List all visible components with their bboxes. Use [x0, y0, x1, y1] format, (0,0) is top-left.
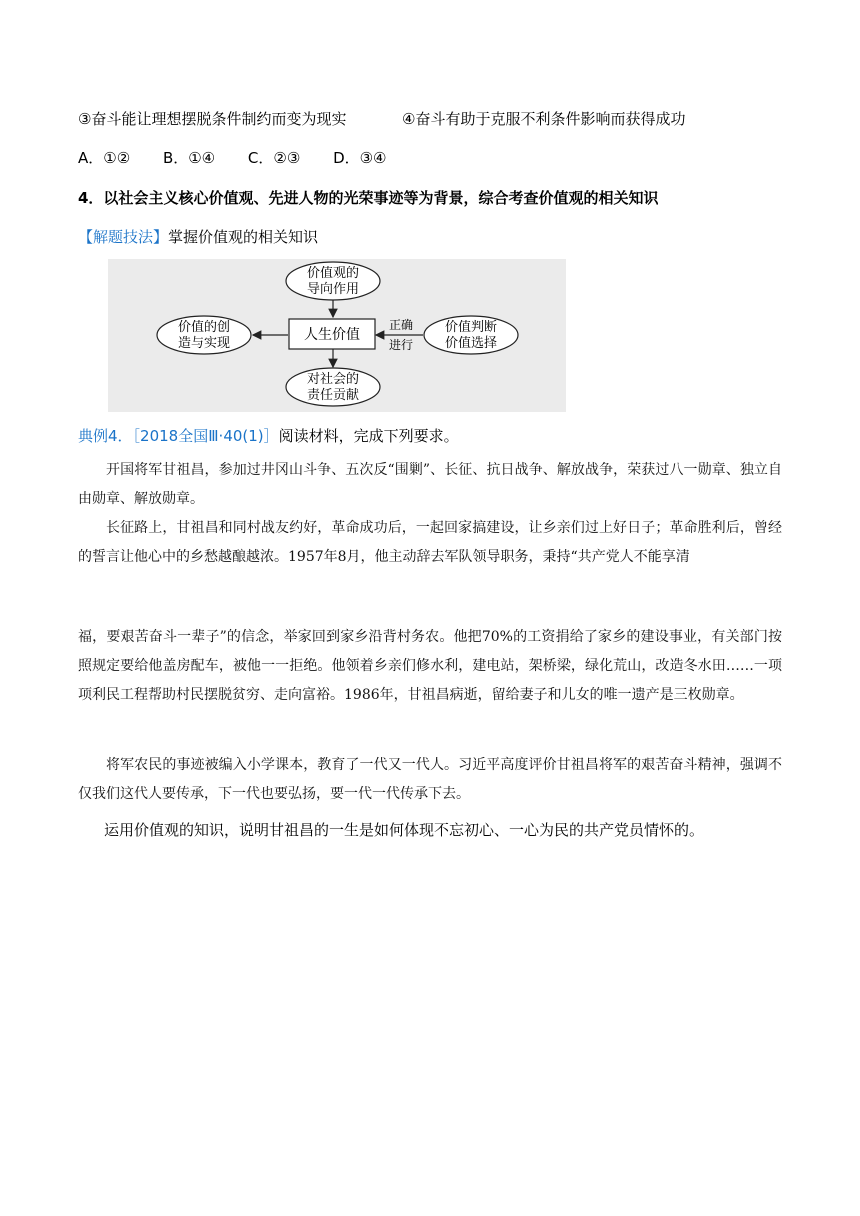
arrow-label-line2: 进行 [388, 338, 414, 352]
value-diagram-svg [108, 259, 566, 412]
technique-text: 掌握价值观的相关知识 [168, 228, 319, 246]
technique-tag: 【解题技法】 [78, 228, 169, 246]
node-center-label: 人生价值 [304, 327, 360, 343]
node-left-line1: 价值的创 [177, 320, 231, 335]
value-diagram [108, 259, 566, 412]
node-top-line2: 导向作用 [306, 282, 360, 297]
node-top-line1: 价值观的 [306, 266, 360, 281]
technique-line [78, 226, 318, 247]
answer-a: A．①② [78, 149, 131, 167]
answer-c: C．②③ [247, 149, 301, 167]
material-paragraph-4: 将军农民的事迹被编入小学课本，教育了一代又一代人。习近平高度评价甘祖昌将军的艰苦奋斗精神，强调不仅我们这代人要传承，下一代也要弘扬，要一代一代传承下去。 [78, 757, 782, 802]
question-text: 运用价值观的知识，说明甘祖昌的一生是如何体现不忘初心、一心为民的共产党员情怀的。 [104, 821, 705, 839]
material-paragraph-2: 长征路上，甘祖昌和同村战友约好，革命成功后，一起回家搞建设，让乡亲们过上好日子；革命胜利后，曾经的誓言让他心中的乡愁越酿越浓。1957年8月，他主动辞去军队领导职务，秉持“共产党人不能享清 [78, 520, 782, 565]
node-right-line2: 价值选择 [444, 336, 498, 351]
answer-choices [78, 147, 387, 168]
arrow-label-line1: 正确 [388, 318, 414, 332]
option-3: ③奋斗能让理想摆脱条件制约而变为现实 [78, 110, 347, 128]
answer-b: B．①④ [162, 149, 216, 167]
example-tag: 典例4．［2018全国Ⅲ·40(1)］ [78, 427, 279, 445]
node-bottom-line2: 责任贡献 [306, 388, 360, 403]
node-right-line1: 价值判断 [444, 320, 498, 335]
option-4: ④奋斗有助于克服不利条件影响而获得成功 [402, 110, 686, 128]
material-paragraph-3: 福，要艰苦奋斗一辈子”的信念，举家回到家乡沿背村务农。他把70%的工资捐给了家乡的建设事业，有关部门按照规定要给他盖房配车，被他一一拒绝。他领着乡亲们修水利，建电站，架桥梁，绿化荒山，改造冬水田……一项项利民工程帮助村民摆脱贫穷、走向富裕。1986年，甘祖昌病逝，留给妻子和儿女的唯一遗产是三枚勋章。 [78, 629, 782, 703]
example-line [78, 425, 459, 446]
answer-d: D．③④ [333, 149, 387, 167]
example-text: 阅读材料，完成下列要求。 [278, 427, 459, 445]
section-heading: 4．以社会主义核心价值观、先进人物的光荣事迹等为背景，综合考查价值观的相关知识 [78, 189, 659, 207]
node-left-line2: 造与实现 [177, 336, 231, 351]
material-paragraph-1: 开国将军甘祖昌，参加过井冈山斗争、五次反“围剿”、长征、抗日战争、解放战争，荣获过八一勋章、独立自由勋章、解放勋章。 [78, 462, 782, 507]
node-bottom-line1: 对社会的 [306, 372, 360, 387]
